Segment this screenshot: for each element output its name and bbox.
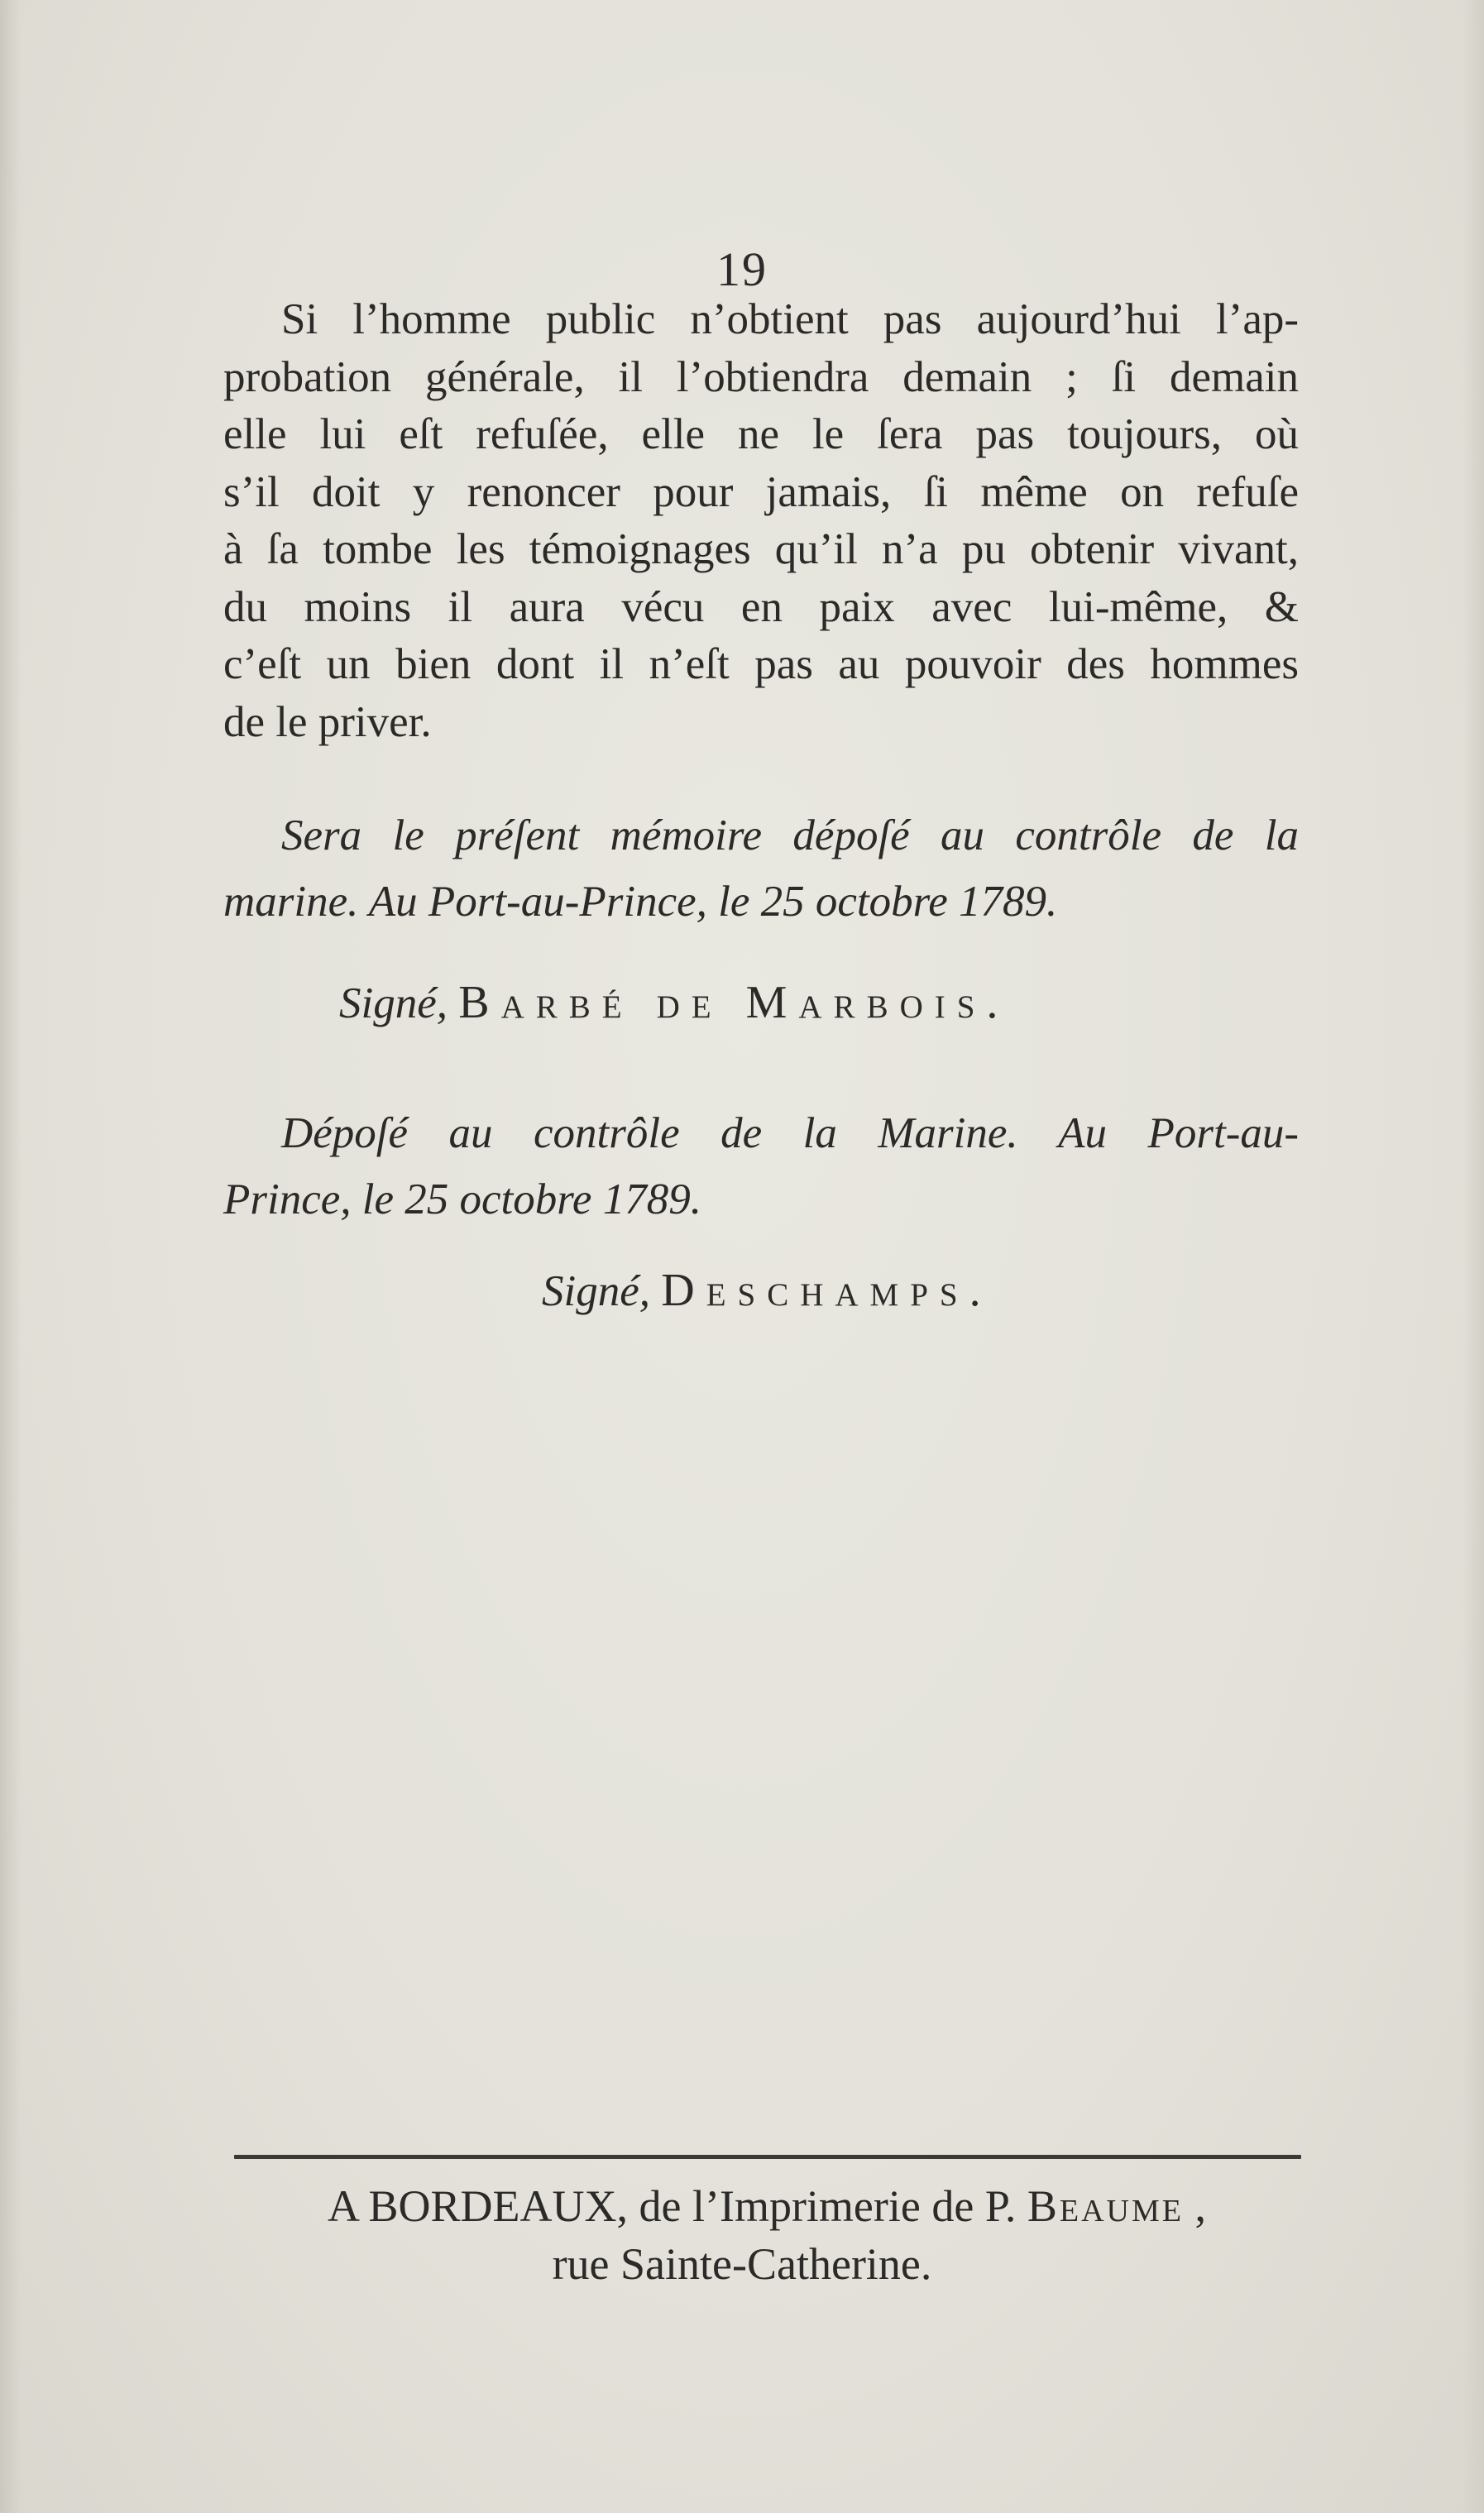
body-line: Si l’homme public n’obtient pas aujourd’hui l’ap- bbox=[281, 295, 1299, 343]
body-line: de le priver. bbox=[223, 697, 432, 746]
signature-label: Signé, bbox=[542, 1267, 650, 1315]
imprint-printer-name: Beaume bbox=[1027, 2181, 1184, 2231]
page-number: 19 bbox=[716, 242, 768, 296]
signature-deschamps bbox=[542, 1264, 993, 1317]
body-line: c’eſt un bien dont il n’eſt pas au pouvoir des hommes bbox=[223, 640, 1299, 688]
body-line: à ſa tombe les témoignages qu’il n’a pu obtenir vivant, bbox=[223, 525, 1299, 573]
imprint-comma: , bbox=[1194, 2181, 1206, 2231]
body-line: s’il doit y renoncer pour jamais, ſi même on refuſe bbox=[223, 467, 1299, 516]
body-paragraph bbox=[223, 291, 1299, 751]
signature-label: Signé, bbox=[339, 979, 448, 1027]
page-right-edge bbox=[1462, 0, 1484, 2513]
page-left-edge bbox=[0, 0, 22, 2513]
imprint-city: A BORDEAUX, de l’Imprimerie de P. bbox=[327, 2181, 1017, 2231]
imprint-address: rue Sainte-Catherine. bbox=[552, 2239, 932, 2289]
horizontal-rule bbox=[234, 2155, 1301, 2159]
signature-name: Barbé de Marbois. bbox=[458, 977, 1010, 1028]
body-line: elle lui eſt refuſée, elle ne le ſera pas toujours, où bbox=[223, 410, 1299, 458]
body-line: probation générale, il l’obtiendra demain ; ſi demain bbox=[223, 352, 1299, 401]
deposit-notice bbox=[223, 802, 1299, 935]
deposit-notice-line: Sera le préſent mémoire dépoſé au contrôle de la bbox=[281, 811, 1299, 859]
signature-marbois bbox=[339, 976, 1009, 1029]
deposit-notice-line: marine. Au Port-au-Prince, le 25 octobre 1789. bbox=[223, 878, 1058, 926]
registration-notice bbox=[223, 1100, 1299, 1233]
registration-notice-line: Prince, le 25 octobre 1789. bbox=[223, 1175, 701, 1223]
printer-imprint bbox=[0, 2177, 1484, 2293]
body-line: du moins il aura vécu en paix avec lui-même, & bbox=[223, 582, 1299, 631]
imprint-line bbox=[0, 2177, 1484, 2235]
signature-name: Deschamps. bbox=[661, 1265, 993, 1316]
registration-notice-line: Dépoſé au contrôle de la Marine. Au Port-au- bbox=[281, 1109, 1299, 1157]
